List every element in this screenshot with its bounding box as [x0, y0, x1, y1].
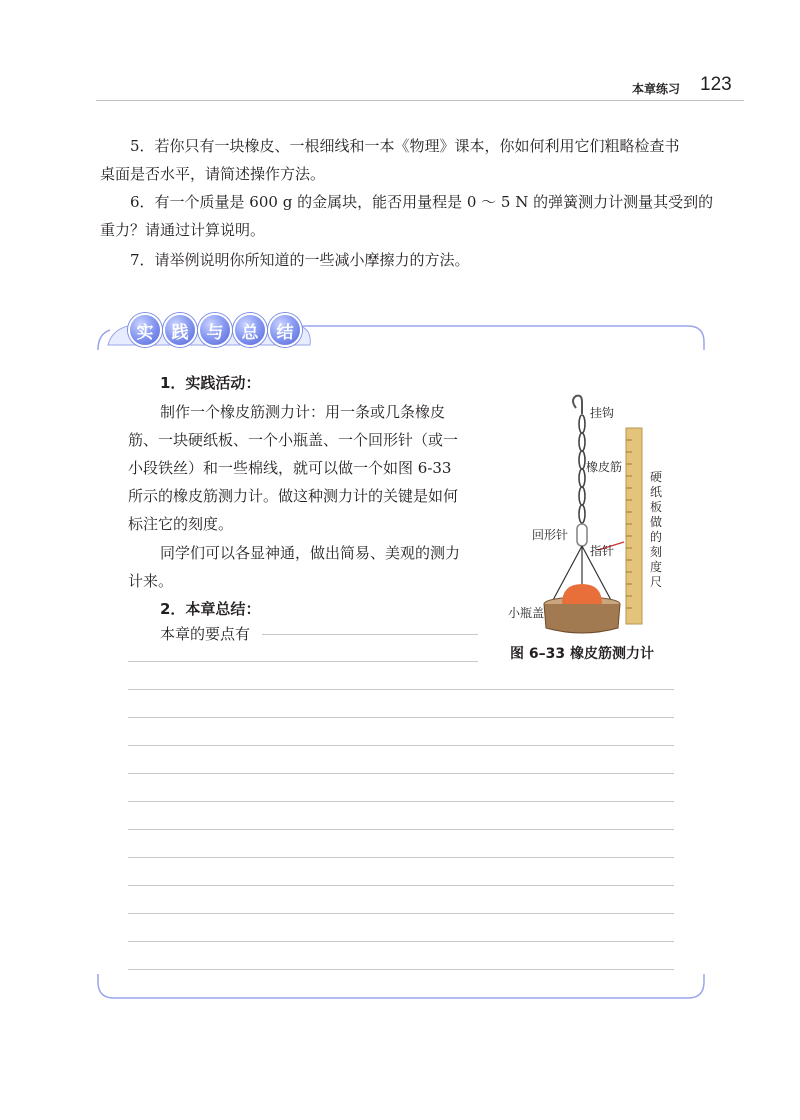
hook-icon: [573, 396, 582, 414]
writing-line: [128, 941, 674, 942]
encourage-line-2: 计来。: [128, 572, 174, 590]
writing-line: [128, 913, 674, 914]
exercise-5-line1: 5．若你只有一块橡皮、一根细线和一本《物理》课本，你如何利用它们粗略检查书: [130, 137, 680, 155]
activity-heading: 1．实践活动：: [160, 374, 261, 392]
activity-line-1: 制作一个橡皮筋测力计：用一条或几条橡皮: [160, 403, 446, 421]
activity-line-2: 筋、一块硬纸板、一个小瓶盖、一个回形针（或一: [128, 431, 459, 449]
writing-line: [128, 857, 674, 858]
writing-line: [128, 969, 674, 970]
rubber-band-dynamometer-figure: [500, 392, 700, 640]
exercise-6-line2: 重力？请通过计算说明。: [100, 221, 266, 239]
rubber-band: [579, 415, 585, 523]
page-number: 123: [700, 74, 732, 95]
banner-char-4: 总: [233, 313, 267, 347]
label-pointer: 指针: [590, 544, 615, 558]
writing-line: [128, 829, 674, 830]
label-rubber-band: 橡皮筋: [586, 460, 623, 474]
writing-line: [262, 634, 478, 635]
activity-line-4: 所示的橡皮筋测力计。做这种测力计的关键是如何: [128, 487, 459, 505]
activity-line-3: 小段铁丝）和一些棉线，就可以做一个如图 6-33: [128, 459, 452, 477]
writing-line: [128, 745, 674, 746]
exercise-6-line1: 6．有一个质量是 600 g 的金属块，能否用量程是 0 ～ 5 N 的弹簧测力计测量其受到的: [130, 193, 714, 211]
writing-line: [128, 773, 674, 774]
figure-caption: 图 6–33 橡皮筋测力计: [510, 646, 654, 662]
label-paperclip: 回形针: [532, 528, 569, 542]
bottle-cap: [544, 604, 620, 633]
exercise-5-line2: 桌面是否水平，请简述操作方法。: [100, 165, 326, 183]
cardboard-ruler: [626, 428, 642, 624]
banner-char-1: 实: [128, 313, 162, 347]
encourage-line-1: 同学们可以各显神通，做出简易、美观的测力: [160, 544, 461, 562]
summary-lead: 本章的要点有: [160, 625, 251, 643]
paperclip: [577, 524, 587, 546]
weight-ball: [562, 584, 602, 604]
label-bottle-cap: 小瓶盖: [508, 606, 545, 620]
summary-heading: 2．本章总结：: [160, 600, 261, 618]
banner-char-2: 践: [163, 313, 197, 347]
writing-line: [128, 661, 478, 662]
label-hook: 挂钩: [590, 406, 615, 420]
activity-line-5: 标注它的刻度。: [128, 515, 234, 533]
writing-line: [128, 717, 674, 718]
writing-line: [128, 689, 674, 690]
banner-char-5: 结: [268, 313, 302, 347]
exercise-7-line1: 7．请举例说明你所知道的一些减小摩擦力的方法。: [130, 251, 470, 269]
writing-line: [128, 885, 674, 886]
label-ruler: 硬纸板做的刻度尺: [650, 470, 663, 589]
banner-char-3: 与: [198, 313, 232, 347]
writing-line: [128, 801, 674, 802]
running-header-title: 本章练习: [632, 82, 681, 96]
